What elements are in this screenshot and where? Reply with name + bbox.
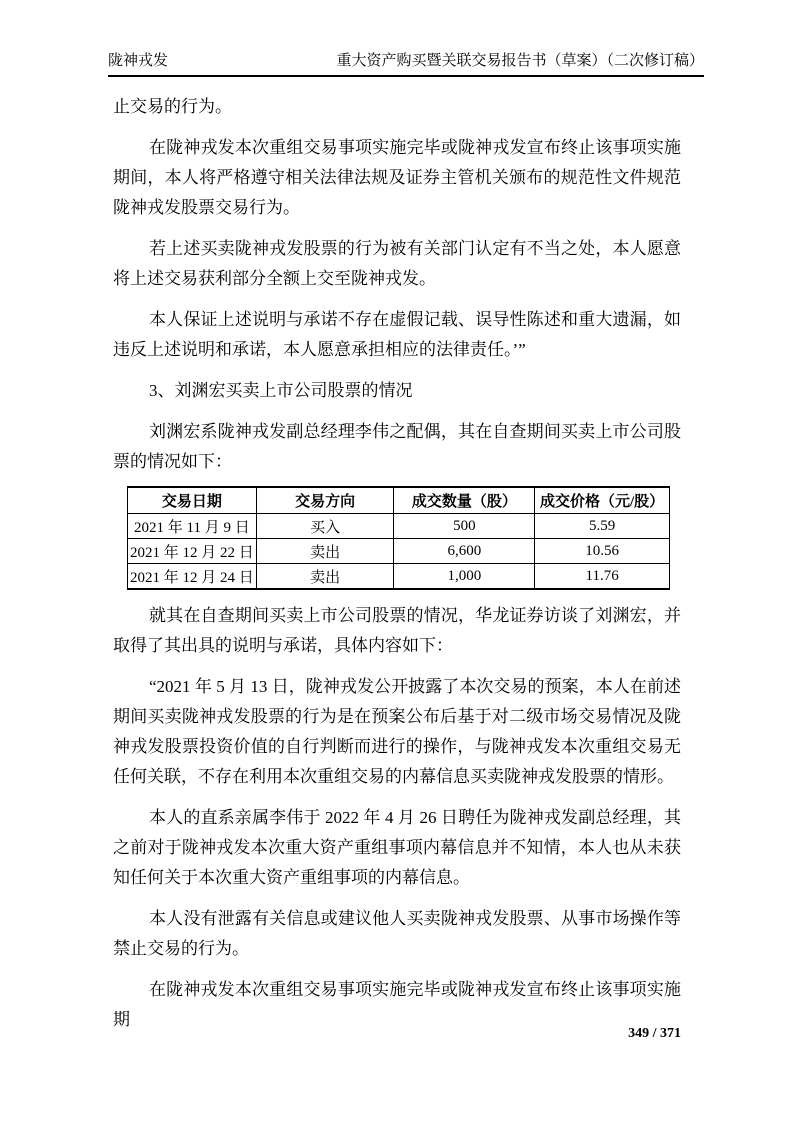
table-header-trade-date: 交易日期 — [128, 487, 257, 514]
cell-price: 10.56 — [535, 539, 670, 564]
cell-trade-date: 2021 年 11 月 9 日 — [128, 514, 257, 539]
header-company-name: 陇神戎发 — [108, 53, 169, 69]
table-header-volume: 成交数量（股） — [394, 487, 535, 514]
paragraph-statement-no-leak: 本人没有泄露有关信息或建议他人买卖陇神戎发股票、从事市场操作等禁止交易的行为。 — [113, 909, 681, 958]
table-row — [128, 539, 670, 564]
page-header — [108, 52, 704, 77]
table-header-trade-direction: 交易方向 — [256, 487, 394, 514]
table-header-price: 成交价格（元/股） — [535, 487, 670, 514]
cell-volume: 1,000 — [394, 564, 535, 590]
page-number: 349 / 371 — [628, 1026, 681, 1041]
section-heading-3: 3、刘渊宏买卖上市公司股票的情况 — [149, 381, 413, 400]
table-row — [128, 564, 670, 590]
table-header-row — [128, 487, 670, 514]
cell-trade-direction: 卖出 — [256, 564, 394, 590]
cell-volume: 500 — [394, 514, 535, 539]
cell-price: 11.76 — [535, 564, 670, 590]
paragraph-liu-yuanhong-intro: 刘渊宏系陇神戎发副总经理李伟之配偶，其在自查期间买卖上市公司股票的情况如下： — [113, 422, 681, 471]
paragraph-statement-trading: “2021 年 5 月 13 日，陇神戎发公开披露了本次交易的预案，本人在前述期间买卖陇神戎发股票的行为是在预案公布后基于对二级市场交易情况及陇神戎发股票投资价值的自行判断而进行的操作，与陇神戎发本次重组交易无任何关联，不存在利用本次重组交易的内幕信息买卖陇神戎发股票的情形。 — [113, 677, 681, 786]
paragraph-continuation: 止交易的行为。 — [113, 97, 232, 116]
paragraph-statement-relative: 本人的直系亲属李伟于 2022 年 4 月 26 日聘任为陇神戎发副总经理，其之前对于陇神戎发本次重大资产重组事项内幕信息并不知情，本人也从未获知任何关于本次重大资产重组事项的内幕信息。 — [113, 808, 681, 887]
paragraph-interview-intro: 就其在自查期间买卖上市公司股票的情况，华龙证券访谈了刘渊宏，并取得了其出具的说明与承诺，具体内容如下： — [113, 606, 681, 655]
cell-trade-date: 2021 年 12 月 22 日 — [128, 539, 257, 564]
paragraph-statement-period: 在陇神戎发本次重组交易事项实施完毕或陇神戎发宣布终止该事项实施期 — [113, 980, 681, 1029]
header-report-title: 重大资产购买暨关联交易报告书（草案）（二次修订稿） — [336, 53, 704, 69]
cell-price: 5.59 — [535, 514, 670, 539]
paragraph-profit-surrender: 若上述买卖陇神戎发股票的行为被有关部门认定有不当之处，本人愿意将上述交易获利部分全额上交至陇神戎发。 — [113, 239, 681, 288]
paragraph-guarantee: 本人保证上述说明与承诺不存在虚假记载、误导性陈述和重大遗漏，如违反上述说明和承诺，本人愿意承担相应的法律责任。’” — [113, 310, 681, 359]
cell-volume: 6,600 — [394, 539, 535, 564]
stock-trading-table — [127, 486, 670, 590]
page-body — [113, 92, 681, 1035]
cell-trade-date: 2021 年 12 月 24 日 — [128, 564, 257, 590]
cell-trade-direction: 买入 — [256, 514, 394, 539]
paragraph-compliance-commitment: 在陇神戎发本次重组交易事项实施完毕或陇神戎发宣布终止该事项实施期间，本人将严格遵守相关法律法规及证券主管机关颁布的规范性文件规范陇神戎发股票交易行为。 — [113, 138, 681, 217]
table-row — [128, 514, 670, 539]
cell-trade-direction: 卖出 — [256, 539, 394, 564]
